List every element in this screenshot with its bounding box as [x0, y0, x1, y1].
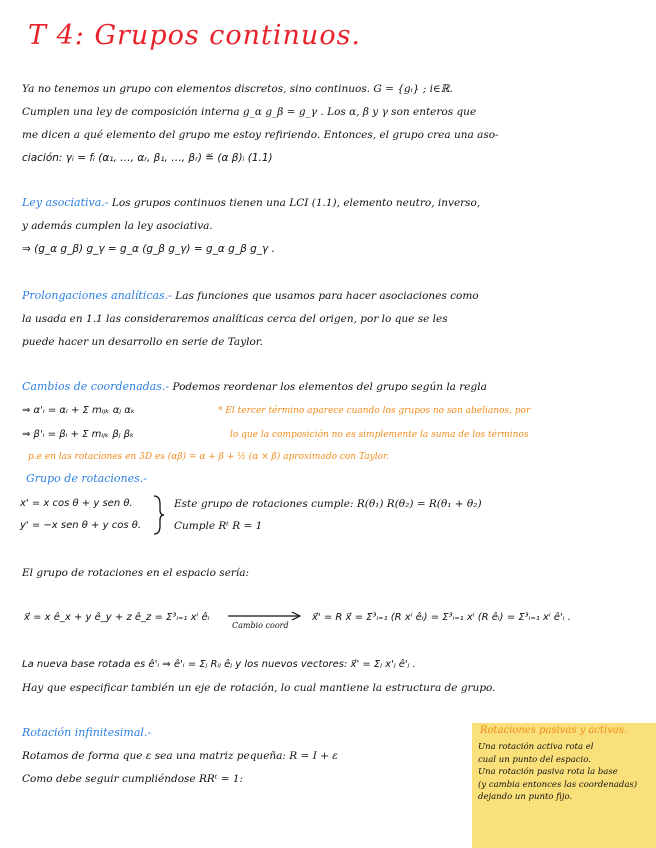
- rotations-heading: Grupo de rotaciones.-: [26, 472, 147, 485]
- sticky-note-line-4: (y cambia entonces las coordenadas): [478, 779, 638, 790]
- sticky-note: [472, 723, 656, 848]
- coords-note-2: lo que la composición no es simplemente la suma de los términos: [230, 430, 529, 440]
- coords-heading: Cambios de coordenadas.-: [22, 380, 170, 393]
- sticky-note-body: [478, 741, 637, 804]
- space-eq-left: x⃗ = x ê_x + y ê_y + z ê_z = Σ³ᵢ₌₁ xⁱ êᵢ: [24, 612, 210, 623]
- assoc-line-1: Los grupos continuos tienen una LCI (1.1), elemento neutro, inverso,: [111, 197, 481, 209]
- rotations-eq-1: x' = x cos θ + y sen θ.: [20, 498, 133, 509]
- coords-note-1: * El tercer término aparece cuando los grupos no son abelianos, por: [218, 406, 531, 416]
- sticky-note-line-5: dejando un punto fijo.: [478, 792, 573, 802]
- assoc-paragraph: [22, 192, 480, 214]
- analytic-paragraph: [22, 285, 479, 307]
- infinitesimal-heading: Rotación infinitesimal.-: [22, 726, 152, 739]
- analytic-line-3: puede hacer un desarrollo en serie de Taylor.: [22, 336, 264, 348]
- analytic-line-2: la usada en 1.1 las consideraremos analíticas cerca del origen, por lo que se les: [22, 313, 448, 325]
- assoc-line-2: y además cumplen la ley asociativa.: [22, 220, 213, 232]
- space-arrow-label: Cambio coord: [232, 621, 289, 630]
- assoc-heading: Ley asociativa.-: [22, 196, 109, 209]
- intro-line-3: me dicen a qué elemento del grupo me estoy refiriendo. Entonces, el grupo crea una aso-: [22, 129, 499, 141]
- space-line-3: Hay que especificar también un eje de rotación, lo cual mantiene la estructura de grupo.: [22, 682, 496, 694]
- coords-note-3: p.e en las rotaciones en 3D es (αβ) = α + β + ½ (α × β) aproximado con Taylor.: [28, 452, 390, 462]
- rotations-eq-2: y' = −x sen θ + y cos θ.: [20, 520, 142, 531]
- sticky-note-line-1: Una rotación activa rota el: [478, 742, 594, 752]
- infinitesimal-line-2: Como debe seguir cumpliéndose RRᵗ = 1:: [22, 773, 244, 785]
- assoc-line-3: ⇒ (g_α g_β) g_γ = g_α (g_β g_γ) = g_α g_β g_γ .: [22, 243, 275, 255]
- sticky-note-line-3: Una rotación pasiva rota la base: [478, 767, 618, 777]
- coords-line-1: Podemos reordenar los elementos del grupo según la regla: [172, 381, 487, 393]
- analytic-line-1: Las funciones que usamos para hacer asociaciones como: [175, 290, 479, 302]
- analytic-heading: Prolongaciones analíticas.-: [22, 289, 172, 302]
- rotations-text-1: Este grupo de rotaciones cumple: R(θ₁) R(θ₂) = R(θ₁ + θ₂): [174, 498, 482, 510]
- page-title: T 4: Grupos continuos.: [28, 20, 362, 51]
- space-eq-right: x⃗' = R x⃗ = Σ³ᵢ₌₁ (R xⁱ êᵢ) = Σ³ᵢ₌₁ xⁱ (R êᵢ) = Σ³ᵢ₌₁ xⁱ ê'ᵢ .: [312, 612, 571, 623]
- rotations-text-2: Cumple Rᵗ R = 1: [174, 520, 263, 532]
- sticky-note-title: Rotaciones pasivas y activas.: [480, 725, 628, 736]
- intro-line-4: ciación: γᵢ = fᵢ (α₁, …, αᵣ, β₁, …, βᵣ) ≝ (α β)ᵢ (1.1): [22, 152, 273, 164]
- infinitesimal-line-1: Rotamos de forma que ε sea una matriz pequeña: R = I + ε: [22, 750, 338, 762]
- rotations-brace: [152, 494, 166, 536]
- coords-eq-1: ⇒ α'ᵢ = αᵢ + Σ mᵢⱼₖ αⱼ αₖ: [22, 405, 136, 416]
- coords-eq-2: ⇒ β'ᵢ = βᵢ + Σ mᵢⱼₖ βⱼ βₖ: [22, 429, 135, 440]
- intro-line-2: Cumplen una ley de composición interna g_α g_β = g_γ . Los α, β y γ son enteros que: [22, 106, 477, 118]
- sticky-note-line-2: cual un punto del espacio.: [478, 754, 591, 765]
- coords-paragraph: [22, 376, 487, 398]
- space-line-1: El grupo de rotaciones en el espacio sería:: [22, 567, 250, 579]
- intro-line-1: Ya no tenemos un grupo con elementos discretos, sino continuos. G = {gᵢ} ; i∈ℝ.: [22, 83, 453, 95]
- space-line-2: La nueva base rotada es ê'ᵢ ⇒ ê'ᵢ = Σⱼ Rᵢⱼ êⱼ y los nuevos vectores: x⃗' = Σⱼ x'ⱼ ê'ⱼ .: [22, 659, 416, 670]
